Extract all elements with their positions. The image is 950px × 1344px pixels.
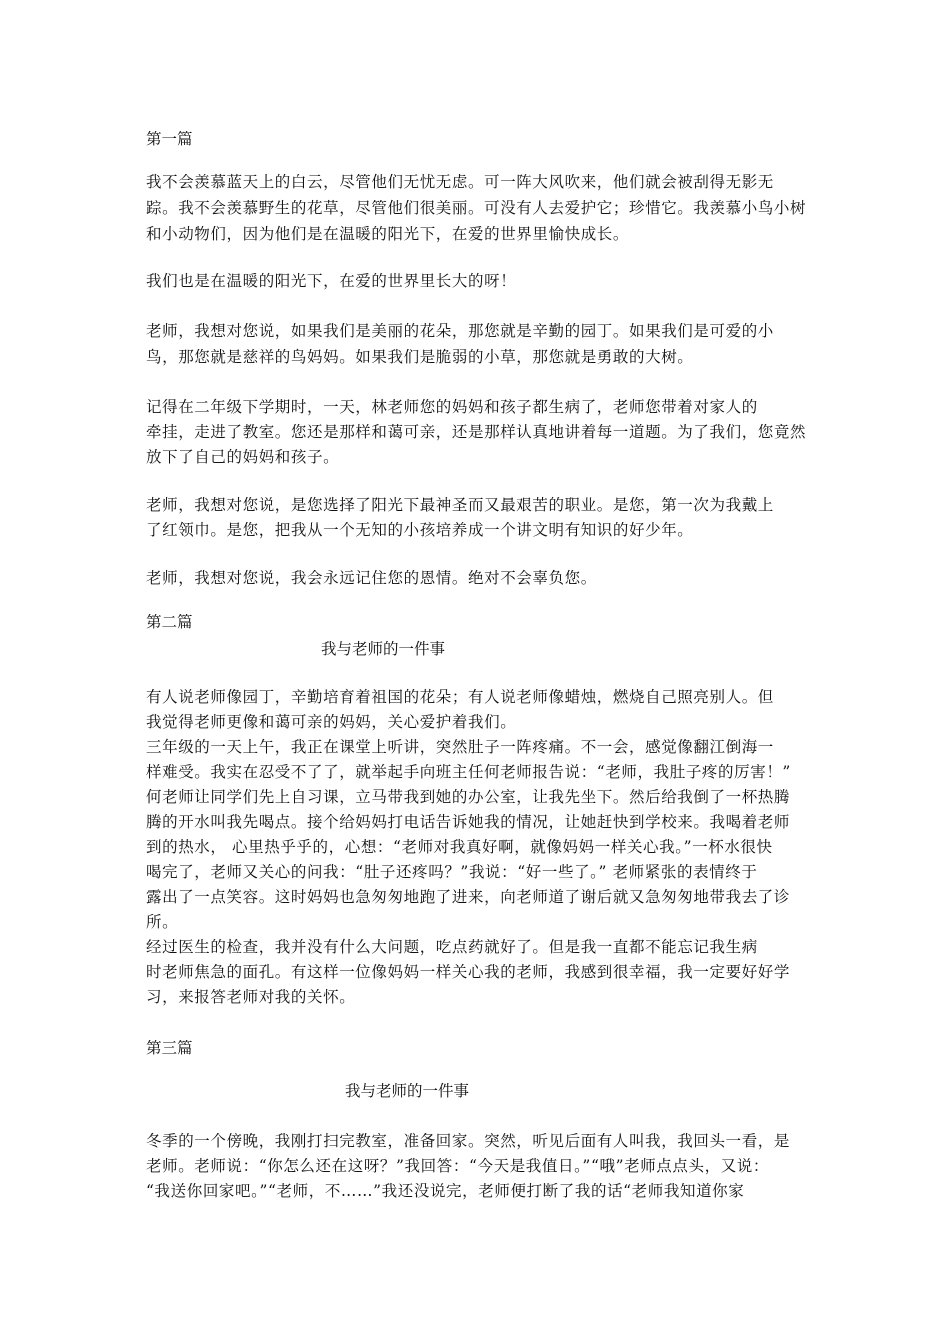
paragraph-line: 露出了一点笑容。这时妈妈也急匆匆地跑了进来，向老师道了谢后就又急匆匆地带我去了诊	[146, 888, 791, 906]
section-heading: 第三篇	[146, 1039, 193, 1057]
paragraph-line: 样难受。我实在忍受不了了，就举起手向班主任何老师报告说：“老师，我肚子疼的厉害！”	[146, 763, 791, 781]
paragraph-line: 所。	[146, 913, 179, 931]
paragraph-line: 老师。老师说：“你怎么还在这呀？”我回答：“今天是我值日。”“哦”老师点点头，又说：	[146, 1157, 769, 1175]
paragraph-line: 腾的开水叫我先喝点。接个给妈妈打电话告诉她我的情况，让她赶快到学校来。我喝着老师	[146, 813, 791, 831]
paragraph-line: 我不会羡慕蓝天上的白云，尽管他们无忧无虑。可一阵大风吹来，他们就会被刮得无影无	[146, 173, 774, 191]
paragraph-line: 老师，我想对您说，是您选择了阳光下最神圣而又最艰苦的职业。是您，第一次为我戴上	[146, 496, 774, 514]
paragraph-line: 何老师让同学们先上自习课，立马带我到她的办公室，让我先坐下。然后给我倒了一杯热腾	[146, 788, 791, 806]
paragraph-line: 习，来报答老师对我的关怀。	[146, 988, 356, 1006]
paragraph-line: 三年级的一天上午，我正在课堂上听讲，突然肚子一阵疼痛。不一会，感觉像翻江倒海一	[146, 738, 774, 756]
paragraph-line: 冬季的一个傍晚，我刚打扫完教室，准备回家。突然，听见后面有人叫我，我回头一看，是	[146, 1132, 791, 1150]
paragraph-line: 牵挂，走进了教室。您还是那样和蔼可亲，还是那样认真地讲着每一道题。为了我们，您竟然	[146, 423, 807, 441]
paragraph-line: 喝完了，老师又关心的问我：“肚子还疼吗？”我说：“好一些了。” 老师紧张的表情终于	[146, 863, 758, 881]
paragraph-line: 到的热水， 心里热乎乎的，心想：“老师对我真好啊，就像妈妈一样关心我。”一杯水很快	[146, 838, 773, 856]
section-subtitle: 我与老师的一件事	[345, 1082, 470, 1100]
paragraph-line: 踪。我不会羡慕野生的花草，尽管他们很美丽。可没有人去爱护它；珍惜它。我羡慕小鸟小树	[146, 199, 807, 217]
paragraph-line: 了红领巾。是您，把我从一个无知的小孩培养成一个讲文明有知识的好少年。	[146, 521, 694, 539]
paragraph-line: 我觉得老师更像和蔼可亲的妈妈，关心爱护着我们。	[146, 713, 517, 731]
paragraph-line: 我们也是在温暖的阳光下，在爱的世界里长大的呀！	[146, 272, 517, 290]
section-heading: 第一篇	[146, 130, 193, 148]
section-heading: 第二篇	[146, 613, 193, 631]
section-subtitle: 我与老师的一件事	[321, 640, 446, 658]
paragraph-line: 老师，我想对您说，如果我们是美丽的花朵，那您就是辛勤的园丁。如果我们是可爱的小	[146, 322, 774, 340]
paragraph-line: 时老师焦急的面孔。有这样一位像妈妈一样关心我的老师，我感到很幸福，我一定要好好学	[146, 963, 791, 981]
paragraph-line: 和小动物们，因为他们是在温暖的阳光下，在爱的世界里愉快成长。	[146, 225, 630, 243]
paragraph-line: 鸟，那您就是慈祥的鸟妈妈。如果我们是脆弱的小草，那您就是勇敢的大树。	[146, 348, 694, 366]
paragraph-line: 记得在二年级下学期时，一天，林老师您的妈妈和孩子都生病了，老师您带着对家人的	[146, 398, 758, 416]
paragraph-line: 老师，我想对您说，我会永远记住您的恩情。绝对不会辜负您。	[146, 569, 597, 587]
paragraph-line: 放下了自己的妈妈和孩子。	[146, 448, 340, 466]
paragraph-line: 有人说老师像园丁，辛勤培育着祖国的花朵；有人说老师像蜡烛，燃烧自己照亮别人。但	[146, 688, 774, 706]
paragraph-line: 经过医生的检查，我并没有什么大问题，吃点药就好了。但是我一直都不能忘记我生病	[146, 938, 758, 956]
paragraph-line: “我送你回家吧。”“老师，不……”我还没说完，老师便打断了我的话“老师我知道你家	[146, 1182, 745, 1200]
